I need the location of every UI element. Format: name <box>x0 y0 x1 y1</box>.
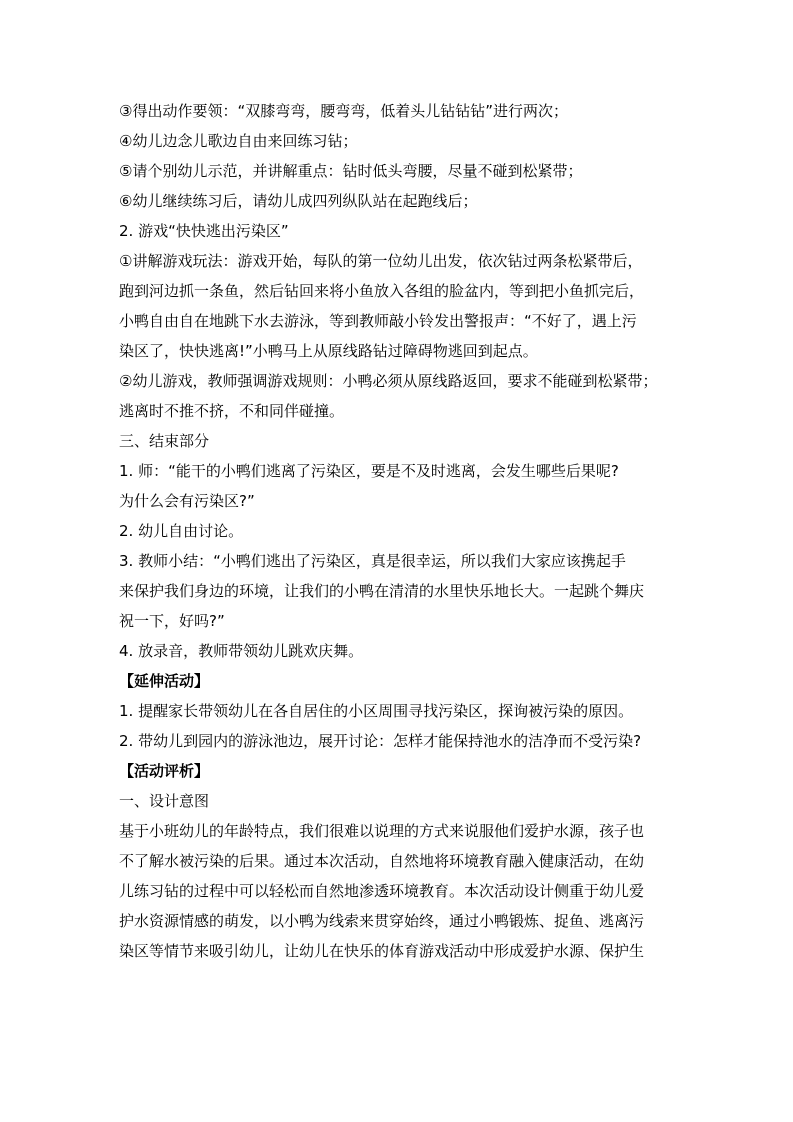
text-line-25: 基于小班幼儿的年龄特点，我们很难以说理的方式来说服他们爱护水源，孩子也 <box>119 822 645 840</box>
section-heading-extension: 【延伸活动】 <box>119 672 210 690</box>
text-line-9: 染区了，快快逃离!”小鸭马上从原线路钻过障碍物逃回到起点。 <box>119 342 538 360</box>
text-line-28: 护水资源情感的萌发，以小鸭为线索来贯穿始终，通过小鸭锻炼、捉鱼、逃离污 <box>119 912 645 930</box>
text-line-7: 跑到河边抓一条鱼，然后钻回来将小鱼放入各组的脸盆内，等到把小鱼抓完后， <box>119 282 645 300</box>
section-heading-ending: 三、结束部分 <box>119 432 210 450</box>
text-line-1: ③得出动作要领：“双膝弯弯，腰弯弯，低着头儿钻钻钻”进行两次； <box>119 102 568 120</box>
text-line-3: ⑤请个别幼儿示范，并讲解重点：钻时低头弯腰，尽量不碰到松紧带； <box>119 162 583 180</box>
text-line-11: 逃离时不推不挤，不和同伴碰撞。 <box>119 402 345 420</box>
text-line-4: ⑥幼儿继续练习后，请幼儿成四列纵队站在起跑线后； <box>119 192 478 210</box>
section-heading-review: 【活动评析】 <box>119 762 210 780</box>
text-line-6: ①讲解游戏玩法：游戏开始，每队的第一位幼儿出发，依次钻过两条松紧带后， <box>119 252 643 270</box>
text-line-22: 2. 带幼儿到园内的游泳池边，展开讨论：怎样才能保持池水的洁净而不受污染? <box>119 732 642 750</box>
text-line-29: 染区等情节来吸引幼儿，让幼儿在快乐的体育游戏活动中形成爱护水源、保护生 <box>119 942 645 960</box>
text-line-26: 不了解水被污染的后果。通过本次活动，自然地将环境教育融入健康活动，在幼 <box>119 852 645 870</box>
text-line-2: ④幼儿边念儿歌边自由来回练习钻； <box>119 132 358 150</box>
text-line-15: 2. 幼儿自由讨论。 <box>119 522 244 540</box>
text-line-10: ②幼儿游戏，教师强调游戏规则：小鸭必须从原线路返回，要求不能碰到松紧带； <box>119 372 658 390</box>
text-line-27: 儿练习钻的过程中可以轻松而自然地渗透环境教育。本次活动设计侧重于幼儿爱 <box>119 882 645 900</box>
document-body <box>119 96 679 966</box>
text-line-14: 为什么会有污染区?” <box>119 492 255 510</box>
section-heading-design-intent: 一、设计意图 <box>119 792 210 810</box>
text-line-16: 3. 教师小结：“小鸭们逃出了污染区，真是很幸运，所以我们大家应该携起手 <box>119 552 626 570</box>
game-heading: 2. 游戏“快快逃出污染区” <box>119 222 289 240</box>
text-line-13: 1. 师：“能干的小鸭们逃离了污染区，要是不及时逃离，会发生哪些后果呢? <box>119 462 619 480</box>
text-line-19: 4. 放录音，教师带领幼儿跳欢庆舞。 <box>119 642 364 660</box>
text-line-21: 1. 提醒家长带领幼儿在各自居住的小区周围寻找污染区，探询被污染的原因。 <box>119 702 634 720</box>
text-line-17: 来保护我们身边的环境，让我们的小鸭在清清的水里快乐地长大。一起跳个舞庆 <box>119 582 645 600</box>
text-line-8: 小鸭自由自在地跳下水去游泳，等到教师敲小铃发出警报声：“不好了，遇上污 <box>119 312 637 330</box>
text-line-18: 祝一下，好吗?” <box>119 612 225 630</box>
